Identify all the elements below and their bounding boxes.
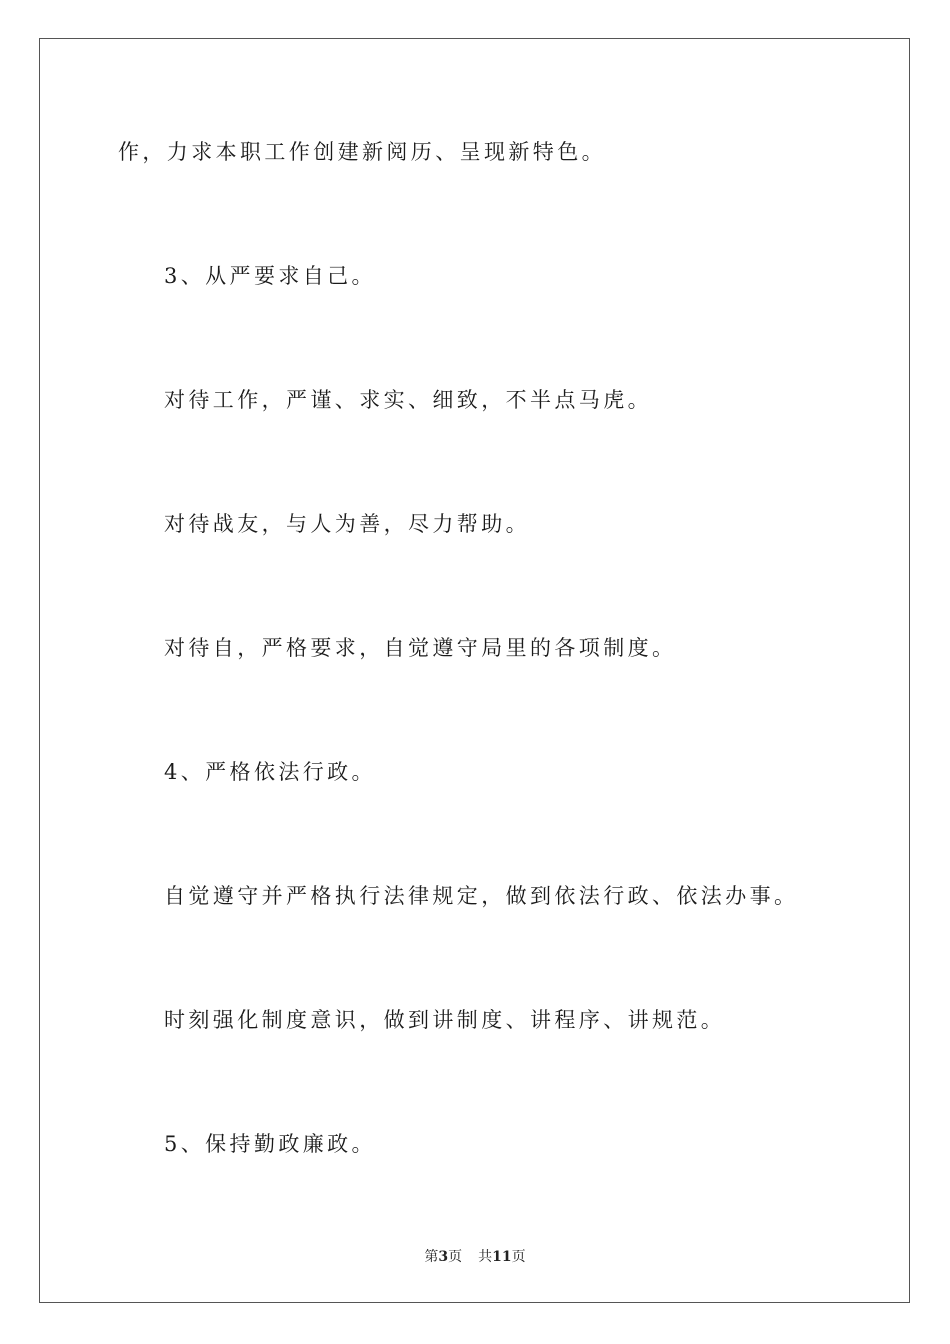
section-heading-4: 4、严格依法行政。 bbox=[164, 760, 376, 784]
page-border bbox=[39, 38, 910, 1303]
paragraph-line: 对待战友，与人为善，尽力帮助。 bbox=[164, 512, 530, 536]
page-number-label: 第3页 bbox=[424, 1249, 463, 1265]
paragraph-line: 时刻强化制度意识，做到讲制度、讲程序、讲规范。 bbox=[164, 1008, 726, 1032]
section-heading-5: 5、保持勤政廉政。 bbox=[164, 1132, 376, 1156]
page-footer bbox=[0, 1247, 950, 1267]
total-pages-label: 共11页 bbox=[478, 1249, 526, 1265]
paragraph-line: 对待自，严格要求，自觉遵守局里的各项制度。 bbox=[164, 636, 677, 660]
paragraph-line: 对待工作，严谨、求实、细致，不半点马虎。 bbox=[164, 388, 652, 412]
paragraph-line: 自觉遵守并严格执行法律规定，做到依法行政、依法办事。 bbox=[164, 884, 799, 908]
paragraph-line: 作，力求本职工作创建新阅历、呈现新特色。 bbox=[118, 140, 606, 164]
section-heading-3: 3、从严要求自己。 bbox=[164, 264, 376, 288]
